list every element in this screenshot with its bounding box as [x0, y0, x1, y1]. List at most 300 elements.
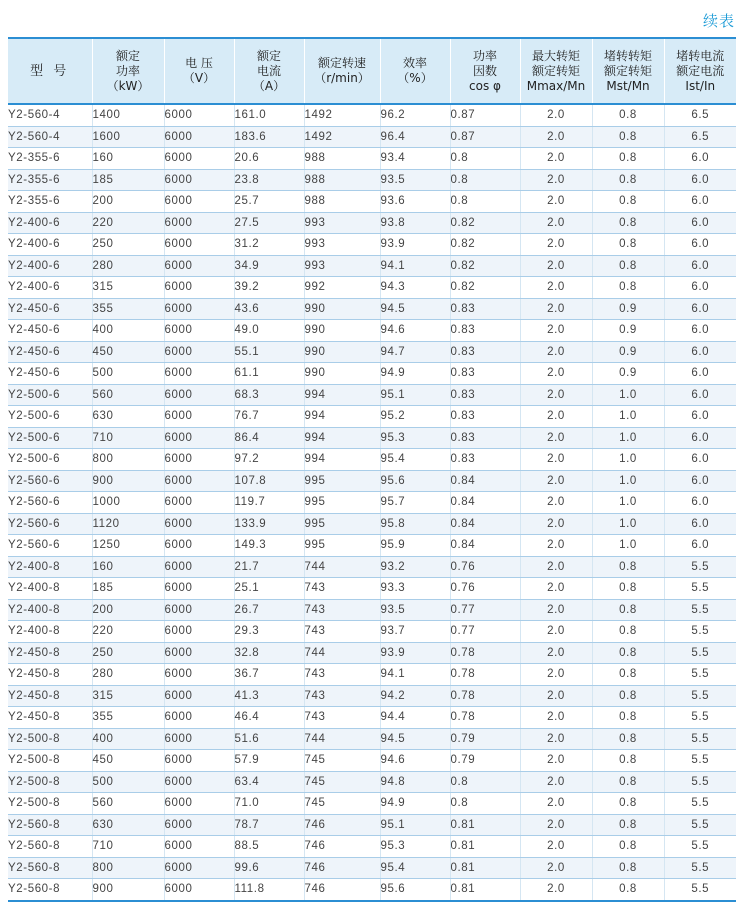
- locked-current-cell: 5.5: [664, 750, 736, 772]
- table-row: [8, 599, 736, 621]
- locked-torque-cell: 0.9: [592, 298, 664, 320]
- power-cell: 185: [92, 169, 164, 191]
- table-row: [8, 320, 736, 342]
- speed-cell: 743: [304, 707, 380, 729]
- locked-torque-cell: 0.8: [592, 707, 664, 729]
- power-cell: 450: [92, 750, 164, 772]
- power-factor-cell: 0.76: [450, 556, 520, 578]
- max-torque-cell: 2.0: [520, 750, 592, 772]
- table-row: [8, 642, 736, 664]
- power-factor-cell: 0.83: [450, 427, 520, 449]
- voltage-cell: 6000: [164, 449, 234, 471]
- power-cell: 160: [92, 148, 164, 170]
- current-cell: 183.6: [234, 126, 304, 148]
- locked-torque-cell: 1.0: [592, 406, 664, 428]
- model-cell: Y2-560-6: [8, 470, 92, 492]
- power-factor-cell: 0.82: [450, 255, 520, 277]
- power-factor-cell: 0.77: [450, 599, 520, 621]
- max-torque-cell: 2.0: [520, 685, 592, 707]
- voltage-cell: 6000: [164, 191, 234, 213]
- max-torque-cell: 2.0: [520, 277, 592, 299]
- efficiency-cell: 95.7: [380, 492, 450, 514]
- power-cell: 710: [92, 427, 164, 449]
- efficiency-cell: 94.1: [380, 664, 450, 686]
- locked-torque-cell: 0.8: [592, 664, 664, 686]
- voltage-cell: 6000: [164, 169, 234, 191]
- max-torque-cell: 2.0: [520, 148, 592, 170]
- speed-cell: 1492: [304, 104, 380, 126]
- power-cell: 1400: [92, 104, 164, 126]
- power-factor-cell: 0.83: [450, 363, 520, 385]
- locked-current-cell: 6.0: [664, 449, 736, 471]
- locked-current-cell: 6.0: [664, 169, 736, 191]
- power-cell: 400: [92, 320, 164, 342]
- locked-current-cell: 5.5: [664, 578, 736, 600]
- speed-cell: 746: [304, 836, 380, 858]
- voltage-cell: 6000: [164, 341, 234, 363]
- model-cell: Y2-400-8: [8, 578, 92, 600]
- current-cell: 55.1: [234, 341, 304, 363]
- efficiency-cell: 96.2: [380, 104, 450, 126]
- speed-cell: 988: [304, 169, 380, 191]
- locked-torque-cell: 1.0: [592, 427, 664, 449]
- max-torque-cell: 2.0: [520, 126, 592, 148]
- max-torque-cell: 2.0: [520, 104, 592, 126]
- locked-current-cell: 6.0: [664, 191, 736, 213]
- current-cell: 63.4: [234, 771, 304, 793]
- power-factor-cell: 0.84: [450, 492, 520, 514]
- locked-current-cell: 5.5: [664, 621, 736, 643]
- power-cell: 800: [92, 857, 164, 879]
- locked-current-cell: 5.5: [664, 707, 736, 729]
- current-cell: 39.2: [234, 277, 304, 299]
- model-cell: Y2-560-4: [8, 126, 92, 148]
- speed-cell: 743: [304, 664, 380, 686]
- power-cell: 900: [92, 879, 164, 901]
- current-cell: 21.7: [234, 556, 304, 578]
- power-cell: 630: [92, 406, 164, 428]
- table-row: [8, 449, 736, 471]
- model-cell: Y2-560-6: [8, 513, 92, 535]
- model-cell: Y2-450-8: [8, 707, 92, 729]
- current-cell: 49.0: [234, 320, 304, 342]
- power-factor-cell: 0.81: [450, 836, 520, 858]
- power-factor-cell: 0.83: [450, 320, 520, 342]
- speed-cell: 744: [304, 556, 380, 578]
- current-cell: 78.7: [234, 814, 304, 836]
- max-torque-cell: 2.0: [520, 234, 592, 256]
- model-cell: Y2-450-8: [8, 664, 92, 686]
- locked-torque-cell: 0.9: [592, 363, 664, 385]
- locked-torque-cell: 1.0: [592, 535, 664, 557]
- model-cell: Y2-450-8: [8, 642, 92, 664]
- current-cell: 29.3: [234, 621, 304, 643]
- voltage-cell: 6000: [164, 255, 234, 277]
- current-cell: 119.7: [234, 492, 304, 514]
- model-cell: Y2-500-8: [8, 750, 92, 772]
- table-row: [8, 513, 736, 535]
- speed-cell: 994: [304, 449, 380, 471]
- locked-torque-cell: 0.8: [592, 277, 664, 299]
- locked-current-cell: 6.0: [664, 535, 736, 557]
- table-body: [8, 104, 736, 901]
- voltage-cell: 6000: [164, 578, 234, 600]
- locked-current-cell: 6.0: [664, 320, 736, 342]
- efficiency-cell: 95.1: [380, 384, 450, 406]
- locked-current-cell: 5.5: [664, 879, 736, 901]
- voltage-cell: 6000: [164, 320, 234, 342]
- power-factor-cell: 0.81: [450, 857, 520, 879]
- table-row: [8, 212, 736, 234]
- locked-torque-cell: 0.8: [592, 212, 664, 234]
- locked-torque-cell: 0.8: [592, 771, 664, 793]
- current-cell: 133.9: [234, 513, 304, 535]
- model-cell: Y2-560-6: [8, 535, 92, 557]
- locked-current-cell: 5.5: [664, 599, 736, 621]
- max-torque-cell: 2.0: [520, 535, 592, 557]
- locked-torque-cell: 0.8: [592, 234, 664, 256]
- max-torque-cell: 2.0: [520, 707, 592, 729]
- locked-current-cell: 6.0: [664, 384, 736, 406]
- locked-current-cell: 5.5: [664, 836, 736, 858]
- header-max-torque-ratio: 最大转矩 额定转矩 Mmax/Mn: [520, 38, 592, 104]
- current-cell: 71.0: [234, 793, 304, 815]
- table-row: [8, 126, 736, 148]
- speed-cell: 743: [304, 621, 380, 643]
- max-torque-cell: 2.0: [520, 363, 592, 385]
- model-cell: Y2-400-6: [8, 255, 92, 277]
- voltage-cell: 6000: [164, 406, 234, 428]
- locked-torque-cell: 1.0: [592, 449, 664, 471]
- power-cell: 560: [92, 793, 164, 815]
- locked-current-cell: 6.0: [664, 298, 736, 320]
- efficiency-cell: 94.6: [380, 750, 450, 772]
- voltage-cell: 6000: [164, 556, 234, 578]
- locked-current-cell: 6.0: [664, 363, 736, 385]
- voltage-cell: 6000: [164, 363, 234, 385]
- locked-current-cell: 6.0: [664, 470, 736, 492]
- power-cell: 220: [92, 212, 164, 234]
- max-torque-cell: 2.0: [520, 320, 592, 342]
- locked-current-cell: 5.5: [664, 728, 736, 750]
- voltage-cell: 6000: [164, 492, 234, 514]
- speed-cell: 994: [304, 427, 380, 449]
- locked-current-cell: 6.0: [664, 427, 736, 449]
- max-torque-cell: 2.0: [520, 599, 592, 621]
- power-factor-cell: 0.79: [450, 750, 520, 772]
- model-cell: Y2-450-6: [8, 363, 92, 385]
- power-factor-cell: 0.78: [450, 642, 520, 664]
- efficiency-cell: 95.6: [380, 470, 450, 492]
- max-torque-cell: 2.0: [520, 191, 592, 213]
- efficiency-cell: 93.9: [380, 234, 450, 256]
- power-cell: 355: [92, 298, 164, 320]
- speed-cell: 994: [304, 384, 380, 406]
- efficiency-cell: 94.1: [380, 255, 450, 277]
- locked-current-cell: 5.5: [664, 642, 736, 664]
- table-row: [8, 793, 736, 815]
- current-cell: 76.7: [234, 406, 304, 428]
- power-factor-cell: 0.79: [450, 728, 520, 750]
- model-cell: Y2-400-6: [8, 234, 92, 256]
- locked-torque-cell: 0.8: [592, 578, 664, 600]
- table-row: [8, 857, 736, 879]
- max-torque-cell: 2.0: [520, 664, 592, 686]
- model-cell: Y2-400-6: [8, 212, 92, 234]
- power-cell: 185: [92, 578, 164, 600]
- max-torque-cell: 2.0: [520, 255, 592, 277]
- continued-label: 续表: [702, 12, 735, 30]
- max-torque-cell: 2.0: [520, 384, 592, 406]
- speed-cell: 746: [304, 814, 380, 836]
- speed-cell: 988: [304, 191, 380, 213]
- model-cell: Y2-560-4: [8, 104, 92, 126]
- model-cell: Y2-500-6: [8, 406, 92, 428]
- speed-cell: 988: [304, 148, 380, 170]
- model-cell: Y2-500-8: [8, 793, 92, 815]
- locked-torque-cell: 0.8: [592, 104, 664, 126]
- model-cell: Y2-355-6: [8, 169, 92, 191]
- locked-current-cell: 6.0: [664, 148, 736, 170]
- table-row: [8, 492, 736, 514]
- locked-torque-cell: 0.8: [592, 148, 664, 170]
- locked-current-cell: 5.5: [664, 814, 736, 836]
- locked-torque-cell: 0.8: [592, 556, 664, 578]
- speed-cell: 995: [304, 470, 380, 492]
- efficiency-cell: 95.4: [380, 857, 450, 879]
- power-cell: 315: [92, 277, 164, 299]
- locked-torque-cell: 0.8: [592, 879, 664, 901]
- table-row: [8, 255, 736, 277]
- table-row: [8, 234, 736, 256]
- power-cell: 400: [92, 728, 164, 750]
- model-cell: Y2-500-6: [8, 427, 92, 449]
- max-torque-cell: 2.0: [520, 857, 592, 879]
- power-cell: 500: [92, 771, 164, 793]
- max-torque-cell: 2.0: [520, 427, 592, 449]
- speed-cell: 990: [304, 341, 380, 363]
- current-cell: 68.3: [234, 384, 304, 406]
- speed-cell: 990: [304, 298, 380, 320]
- power-cell: 280: [92, 255, 164, 277]
- model-cell: Y2-500-8: [8, 728, 92, 750]
- voltage-cell: 6000: [164, 212, 234, 234]
- voltage-cell: 6000: [164, 513, 234, 535]
- locked-torque-cell: 1.0: [592, 492, 664, 514]
- header-rated-speed: 额定转速 （r/min）: [304, 38, 380, 104]
- power-cell: 250: [92, 642, 164, 664]
- model-cell: Y2-560-8: [8, 836, 92, 858]
- current-cell: 43.6: [234, 298, 304, 320]
- current-cell: 97.2: [234, 449, 304, 471]
- voltage-cell: 6000: [164, 470, 234, 492]
- power-factor-cell: 0.8: [450, 771, 520, 793]
- locked-torque-cell: 0.8: [592, 169, 664, 191]
- speed-cell: 746: [304, 879, 380, 901]
- current-cell: 61.1: [234, 363, 304, 385]
- power-factor-cell: 0.77: [450, 621, 520, 643]
- table-row: [8, 621, 736, 643]
- locked-torque-cell: 0.8: [592, 191, 664, 213]
- locked-current-cell: 5.5: [664, 556, 736, 578]
- efficiency-cell: 93.5: [380, 169, 450, 191]
- power-cell: 355: [92, 707, 164, 729]
- current-cell: 99.6: [234, 857, 304, 879]
- power-factor-cell: 0.82: [450, 212, 520, 234]
- model-cell: Y2-400-8: [8, 621, 92, 643]
- speed-cell: 744: [304, 728, 380, 750]
- locked-torque-cell: 1.0: [592, 513, 664, 535]
- table-row: [8, 406, 736, 428]
- speed-cell: 990: [304, 363, 380, 385]
- table-row: [8, 298, 736, 320]
- power-cell: 280: [92, 664, 164, 686]
- current-cell: 107.8: [234, 470, 304, 492]
- current-cell: 46.4: [234, 707, 304, 729]
- speed-cell: 743: [304, 599, 380, 621]
- header-locked-current-ratio: 堵转电流 额定电流 Ist/In: [664, 38, 736, 104]
- table-row: [8, 191, 736, 213]
- locked-torque-cell: 0.8: [592, 685, 664, 707]
- current-cell: 161.0: [234, 104, 304, 126]
- max-torque-cell: 2.0: [520, 513, 592, 535]
- speed-cell: 992: [304, 277, 380, 299]
- max-torque-cell: 2.0: [520, 212, 592, 234]
- header-rated-power: 额定 功率 （kW）: [92, 38, 164, 104]
- locked-torque-cell: 0.8: [592, 814, 664, 836]
- max-torque-cell: 2.0: [520, 642, 592, 664]
- max-torque-cell: 2.0: [520, 492, 592, 514]
- power-cell: 710: [92, 836, 164, 858]
- header-voltage: 电 压 （V）: [164, 38, 234, 104]
- locked-torque-cell: 0.8: [592, 255, 664, 277]
- locked-torque-cell: 0.8: [592, 728, 664, 750]
- speed-cell: 745: [304, 771, 380, 793]
- power-factor-cell: 0.83: [450, 449, 520, 471]
- efficiency-cell: 93.4: [380, 148, 450, 170]
- speed-cell: 993: [304, 234, 380, 256]
- power-factor-cell: 0.8: [450, 148, 520, 170]
- power-cell: 1120: [92, 513, 164, 535]
- voltage-cell: 6000: [164, 707, 234, 729]
- max-torque-cell: 2.0: [520, 169, 592, 191]
- power-factor-cell: 0.8: [450, 169, 520, 191]
- table-row: [8, 556, 736, 578]
- locked-torque-cell: 0.8: [592, 857, 664, 879]
- voltage-cell: 6000: [164, 126, 234, 148]
- power-factor-cell: 0.83: [450, 406, 520, 428]
- voltage-cell: 6000: [164, 814, 234, 836]
- current-cell: 149.3: [234, 535, 304, 557]
- header-model: 型 号: [8, 38, 92, 104]
- efficiency-cell: 95.9: [380, 535, 450, 557]
- power-factor-cell: 0.81: [450, 879, 520, 901]
- current-cell: 57.9: [234, 750, 304, 772]
- max-torque-cell: 2.0: [520, 793, 592, 815]
- voltage-cell: 6000: [164, 728, 234, 750]
- table-row: [8, 104, 736, 126]
- speed-cell: 745: [304, 793, 380, 815]
- power-factor-cell: 0.76: [450, 578, 520, 600]
- efficiency-cell: 95.1: [380, 814, 450, 836]
- efficiency-cell: 93.6: [380, 191, 450, 213]
- current-cell: 51.6: [234, 728, 304, 750]
- header-efficiency: 效率 （%）: [380, 38, 450, 104]
- speed-cell: 990: [304, 320, 380, 342]
- voltage-cell: 6000: [164, 234, 234, 256]
- power-cell: 500: [92, 363, 164, 385]
- efficiency-cell: 96.4: [380, 126, 450, 148]
- locked-current-cell: 6.0: [664, 277, 736, 299]
- locked-current-cell: 6.0: [664, 406, 736, 428]
- table-row: [8, 685, 736, 707]
- speed-cell: 995: [304, 535, 380, 557]
- power-factor-cell: 0.87: [450, 104, 520, 126]
- power-cell: 315: [92, 685, 164, 707]
- locked-torque-cell: 0.8: [592, 750, 664, 772]
- model-cell: Y2-450-6: [8, 320, 92, 342]
- power-cell: 630: [92, 814, 164, 836]
- model-cell: Y2-560-6: [8, 492, 92, 514]
- locked-current-cell: 6.0: [664, 255, 736, 277]
- efficiency-cell: 93.5: [380, 599, 450, 621]
- max-torque-cell: 2.0: [520, 879, 592, 901]
- speed-cell: 994: [304, 406, 380, 428]
- power-factor-cell: 0.78: [450, 664, 520, 686]
- locked-current-cell: 6.0: [664, 234, 736, 256]
- voltage-cell: 6000: [164, 879, 234, 901]
- power-cell: 200: [92, 191, 164, 213]
- locked-current-cell: 6.5: [664, 126, 736, 148]
- table-row: [8, 771, 736, 793]
- voltage-cell: 6000: [164, 836, 234, 858]
- locked-torque-cell: 1.0: [592, 470, 664, 492]
- locked-current-cell: 6.5: [664, 104, 736, 126]
- model-cell: Y2-355-6: [8, 191, 92, 213]
- efficiency-cell: 95.2: [380, 406, 450, 428]
- locked-torque-cell: 0.8: [592, 793, 664, 815]
- voltage-cell: 6000: [164, 771, 234, 793]
- speed-cell: 743: [304, 685, 380, 707]
- power-factor-cell: 0.84: [450, 470, 520, 492]
- power-factor-cell: 0.8: [450, 793, 520, 815]
- locked-torque-cell: 0.8: [592, 621, 664, 643]
- model-cell: Y2-560-8: [8, 814, 92, 836]
- voltage-cell: 6000: [164, 750, 234, 772]
- efficiency-cell: 93.8: [380, 212, 450, 234]
- header-power-factor: 功率 因数 cos φ: [450, 38, 520, 104]
- motor-spec-table: [8, 37, 736, 902]
- max-torque-cell: 2.0: [520, 341, 592, 363]
- header-rated-current: 额定 电流 （A）: [234, 38, 304, 104]
- current-cell: 27.5: [234, 212, 304, 234]
- voltage-cell: 6000: [164, 148, 234, 170]
- voltage-cell: 6000: [164, 104, 234, 126]
- power-factor-cell: 0.83: [450, 298, 520, 320]
- power-factor-cell: 0.82: [450, 277, 520, 299]
- power-factor-cell: 0.82: [450, 234, 520, 256]
- table-row: [8, 427, 736, 449]
- table-row: [8, 578, 736, 600]
- locked-torque-cell: 0.9: [592, 320, 664, 342]
- efficiency-cell: 95.6: [380, 879, 450, 901]
- power-factor-cell: 0.84: [450, 535, 520, 557]
- efficiency-cell: 94.2: [380, 685, 450, 707]
- model-cell: Y2-500-6: [8, 449, 92, 471]
- table-row: [8, 169, 736, 191]
- locked-torque-cell: 0.8: [592, 642, 664, 664]
- efficiency-cell: 94.6: [380, 320, 450, 342]
